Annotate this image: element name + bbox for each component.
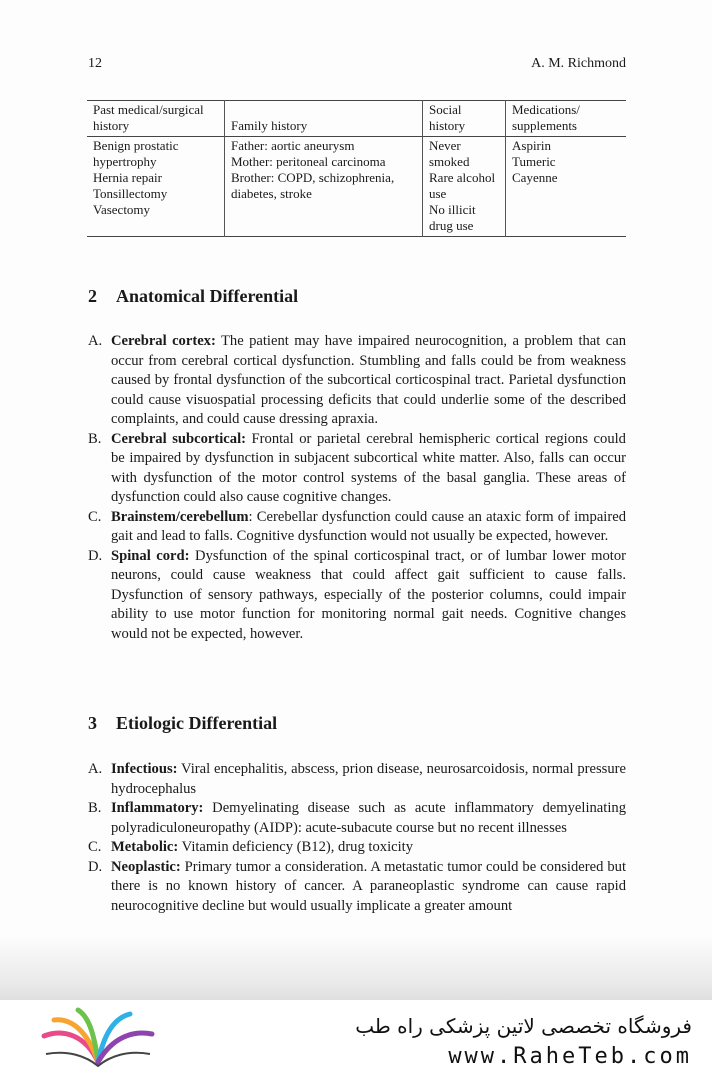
list-item: B. Inflammatory: Demyelinating disease such as acute inflammatory demyelinating polyradiculoneuropathy (AIDP): acute-subacute course but no recent illnesses — [88, 800, 626, 836]
col-header-social-history: Social history — [423, 101, 506, 137]
cell-medications: Aspirin Tumeric Cayenne — [506, 137, 627, 237]
page-number: 12 — [88, 56, 102, 71]
open-book-logo-icon — [38, 1006, 158, 1070]
cell-medical-history: Benign prostatic hypertrophy Hernia repair Tonsillectomy Vasectomy — [93, 138, 179, 217]
watermark-url: www.RaheTeb.com — [448, 1044, 692, 1069]
list-item: C. Metabolic: Vitamin deficiency (B12), drug toxicity — [88, 839, 414, 855]
list-item: A. Infectious: Viral encephalitis, abscess, prion disease, neurosarcoidosis, normal pressure hydrocephalus — [88, 761, 626, 797]
col-header-family-history: Family history — [225, 101, 423, 137]
watermark-banner — [0, 1000, 712, 1079]
etiologic-differential-list — [88, 760, 626, 916]
cell-social-history: Never smoked Rare alcohol use No illicit drug use — [423, 137, 506, 237]
cell-family-history: Father: aortic aneurysm Mother: peritoneal carcinoma Brother: COPD, schizophrenia, diabetes, stroke — [225, 137, 423, 237]
history-table — [87, 100, 626, 237]
anatomical-differential-list — [88, 332, 626, 644]
col-header-medications: Medications/ supplements — [506, 101, 627, 137]
list-item: C. Brainstem/cerebellum: Cerebellar dysfunction could cause an ataxic form of impaired gait and lead to falls. Cognitive dysfunction would not usually be expected, however. — [88, 508, 626, 544]
col-header-medical-history: Past medical/surgical history — [93, 102, 204, 133]
list-item: D. Spinal cord: Dysfunction of the spinal corticospinal tract, or of lumbar lower motor neurons, could cause weakness that could affect gait sufficient to cause falls. Dysfunction of sensory pathways, especially of the posterior columns, could impair ability to use motor function for monitoring normal gait needs. Cognitive changes would not be expected, however. — [88, 547, 626, 642]
section-heading-anatomical: 2 Anatomical Differential — [88, 286, 299, 306]
table-row — [87, 137, 626, 237]
history-table-header-row — [87, 101, 626, 137]
page-bottom-shadow — [0, 935, 712, 1005]
list-item: D. Neoplastic: Primary tumor a consideration. A metastatic tumor could be considered but there is no known history of cancer. A paraneoplastic syndrome can cause rapid neurocognitive decline but would usually implicate a greater amount — [88, 858, 626, 914]
section-heading-etiologic: 3 Etiologic Differential — [88, 713, 278, 733]
list-item: B. Cerebral subcortical: Frontal or parietal cerebral hemispheric cortical regions could be impaired by dysfunction in subjacent subcortical white matter. Also, falls can occur with dysfunction of the motor control systems of the basal ganglia. These areas of dysfunction could also cause cognitive changes. — [88, 430, 626, 505]
running-author: A. M. Richmond — [531, 56, 626, 71]
watermark-persian-text: فروشگاه تخصصی لاتین پزشکی راه طب — [355, 1014, 692, 1038]
list-item: A. Cerebral cortex: The patient may have impaired neurocognition, a problem that can occur from cerebral cortical dysfunction. Stumbling and falls could be from weakness caused by frontal dysfunction of the subcortical corticospinal tract. Parietal dysfunction could cause visuospatial processing deficits that could underlie some of the described complaints, and could cause dressing apraxia. — [88, 333, 626, 427]
